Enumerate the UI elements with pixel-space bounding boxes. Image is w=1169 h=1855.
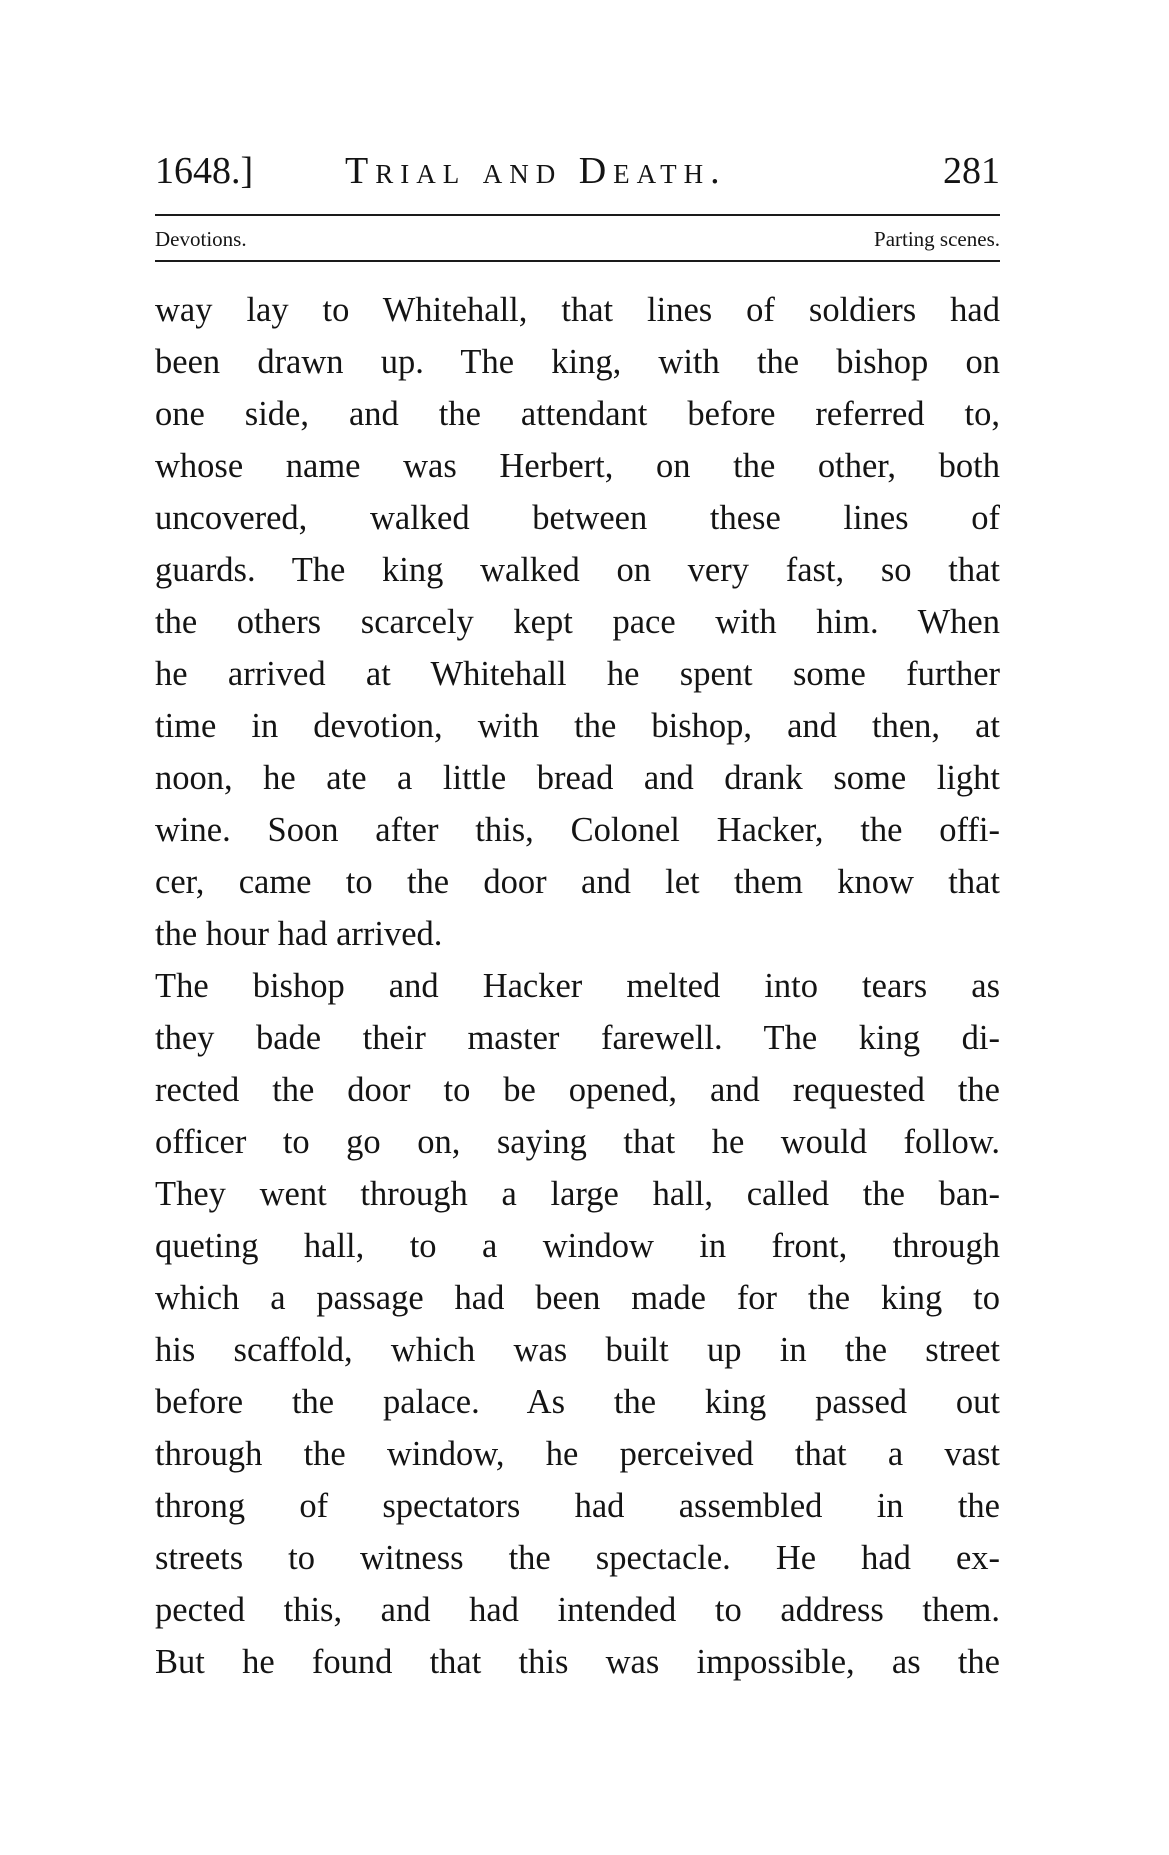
text-line: the others scarcely kept pace with him. When — [155, 603, 1000, 641]
text-line: way lay to Whitehall, that lines of soldiers had — [155, 291, 1000, 329]
text-line: throng of spectators had assembled in the — [155, 1487, 1000, 1525]
text-line: whose name was Herbert, on the other, both — [155, 447, 1000, 485]
text-line: rected the door to be opened, and requested the — [155, 1071, 1000, 1109]
page-number: 281 — [943, 150, 1000, 192]
running-head-title: Trial and Death. — [345, 150, 727, 192]
running-head-year: 1648.] — [155, 150, 254, 192]
text-line-paragraph-end: the hour had arrived. — [155, 915, 443, 953]
text-line: through the window, he perceived that a vast — [155, 1435, 1000, 1473]
text-line: officer to go on, saying that he would follow. — [155, 1123, 1000, 1161]
text-line-paragraph-start: The bishop and Hacker melted into tears as — [155, 967, 1000, 1005]
text-line: before the palace. As the king passed out — [155, 1383, 1000, 1421]
text-line: one side, and the attendant before referred to, — [155, 395, 1000, 433]
text-line: guards. The king walked on very fast, so that — [155, 551, 1000, 589]
text-line: time in devotion, with the bishop, and then, at — [155, 707, 1000, 745]
text-line: his scaffold, which was built up in the street — [155, 1331, 1000, 1369]
text-line: uncovered, walked between these lines of — [155, 499, 1000, 537]
marginal-subheads — [155, 224, 1000, 254]
subhead-left: Devotions. — [155, 227, 247, 251]
running-head — [155, 148, 1000, 198]
body-text — [155, 284, 1000, 1688]
text-line: They went through a large hall, called the ban- — [155, 1175, 1000, 1213]
subhead-right: Parting scenes. — [874, 227, 1000, 251]
text-line: he arrived at Whitehall he spent some further — [155, 655, 1000, 693]
text-line: been drawn up. The king, with the bishop on — [155, 343, 1000, 381]
header-rule-top — [155, 214, 1000, 216]
text-line: cer, came to the door and let them know that — [155, 863, 1000, 901]
text-line: wine. Soon after this, Colonel Hacker, the offi- — [155, 811, 1000, 849]
text-line: streets to witness the spectacle. He had ex- — [155, 1539, 1000, 1577]
header-rule-bottom — [155, 260, 1000, 262]
text-line: pected this, and had intended to address them. — [155, 1591, 1000, 1629]
text-line: they bade their master farewell. The king di- — [155, 1019, 1000, 1057]
text-line: queting hall, to a window in front, through — [155, 1227, 1000, 1265]
text-line: noon, he ate a little bread and drank some light — [155, 759, 1000, 797]
text-line: which a passage had been made for the king to — [155, 1279, 1000, 1317]
text-line: But he found that this was impossible, as the — [155, 1643, 1000, 1681]
